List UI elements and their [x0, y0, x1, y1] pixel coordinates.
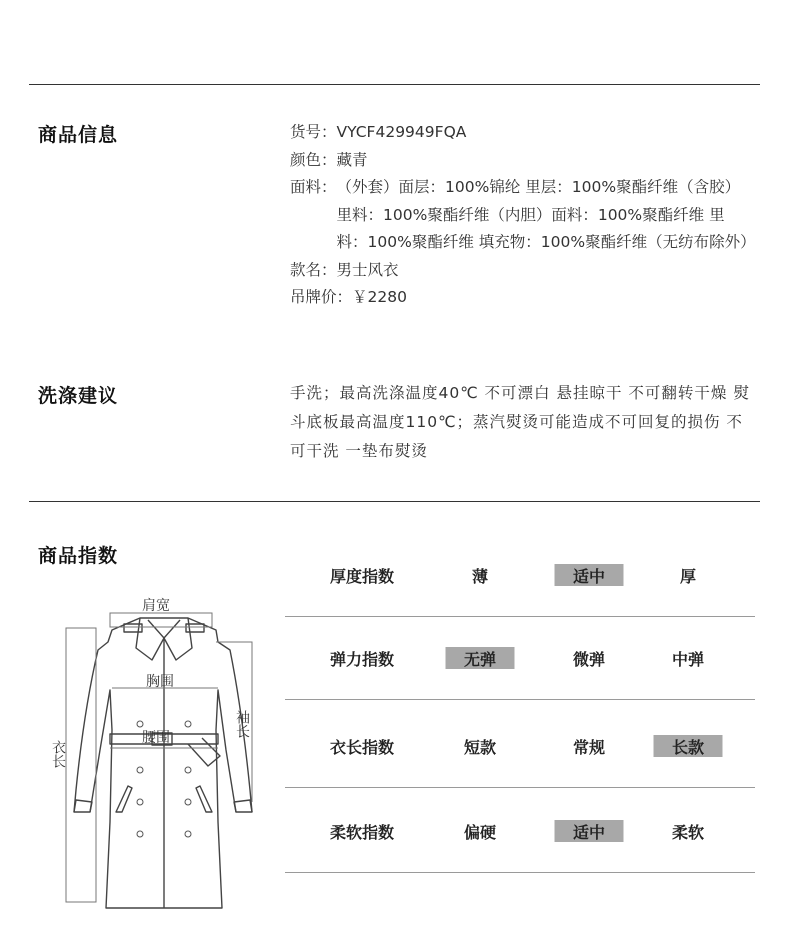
info-label: 面料：	[290, 178, 337, 196]
info-value: ￥2280	[352, 288, 407, 306]
index-title: 商品指数	[38, 545, 119, 567]
index-label: 柔软指数	[330, 822, 395, 842]
index-row-softness	[285, 789, 755, 873]
index-option: 短款	[463, 737, 496, 757]
middle-divider	[29, 501, 760, 502]
info-row-price	[290, 284, 750, 312]
index-row-length	[285, 704, 755, 788]
coat-measurement-diagram	[40, 590, 270, 920]
label-length: 衣长	[50, 740, 66, 768]
label-shoulder: 肩宽	[142, 598, 170, 614]
info-label: 货号：	[290, 123, 337, 141]
info-row-fabric	[290, 174, 756, 257]
index-label: 衣长指数	[330, 737, 395, 757]
info-row-color	[290, 147, 750, 175]
index-option: 常规	[572, 737, 605, 757]
index-option: 长款	[654, 735, 723, 757]
index-option: 薄	[471, 566, 488, 586]
index-option: 适中	[555, 564, 624, 586]
info-row-style	[290, 257, 750, 285]
info-value: 男士风衣	[336, 260, 399, 279]
info-value: （外套）面层：100%锦纶 里层：100%聚酯纤维（含胶）里料：100%聚酯纤维（内胆）面料：100%聚酯纤维 里料：100%聚酯纤维 填充物：100%聚酯纤维（无纺布除外）	[336, 178, 756, 251]
index-option: 偏硬	[463, 822, 496, 842]
index-option: 适中	[555, 820, 624, 842]
index-option: 中弹	[671, 649, 704, 669]
info-label: 吊牌价：	[290, 288, 353, 306]
index-option: 柔软	[671, 822, 704, 842]
index-label: 弹力指数	[330, 649, 395, 669]
info-label: 颜色：	[290, 150, 337, 169]
label-chest: 胸围	[146, 674, 174, 690]
top-divider	[29, 84, 760, 85]
care-title: 洗涤建议	[38, 385, 119, 407]
label-sleeve: 袖长	[234, 710, 250, 738]
index-row-thickness	[285, 533, 755, 617]
info-label: 款名：	[290, 260, 337, 279]
label-waist: 腰围	[142, 730, 170, 746]
row-divider	[285, 787, 755, 788]
care-text: 手洗；最高洗涤温度40℃ 不可漂白 悬挂晾干 不可翻转干燥 熨斗底板最高温度110℃；蒸汽熨烫可能造成不可回复的损伤 不可干洗 一垫布熨烫	[290, 384, 750, 460]
index-option: 微弹	[572, 649, 605, 669]
index-label: 厚度指数	[330, 566, 395, 586]
product-info-title: 商品信息	[38, 124, 119, 146]
info-value: 藏青	[336, 150, 368, 169]
index-option: 厚	[679, 566, 696, 586]
info-value: VYCF429949FQA	[336, 123, 467, 141]
row-divider	[285, 699, 755, 700]
product-info-list	[290, 119, 756, 312]
index-row-elasticity	[285, 616, 755, 700]
info-row-sku	[290, 119, 750, 147]
index-option: 无弹	[446, 647, 515, 669]
row-divider	[285, 872, 755, 873]
